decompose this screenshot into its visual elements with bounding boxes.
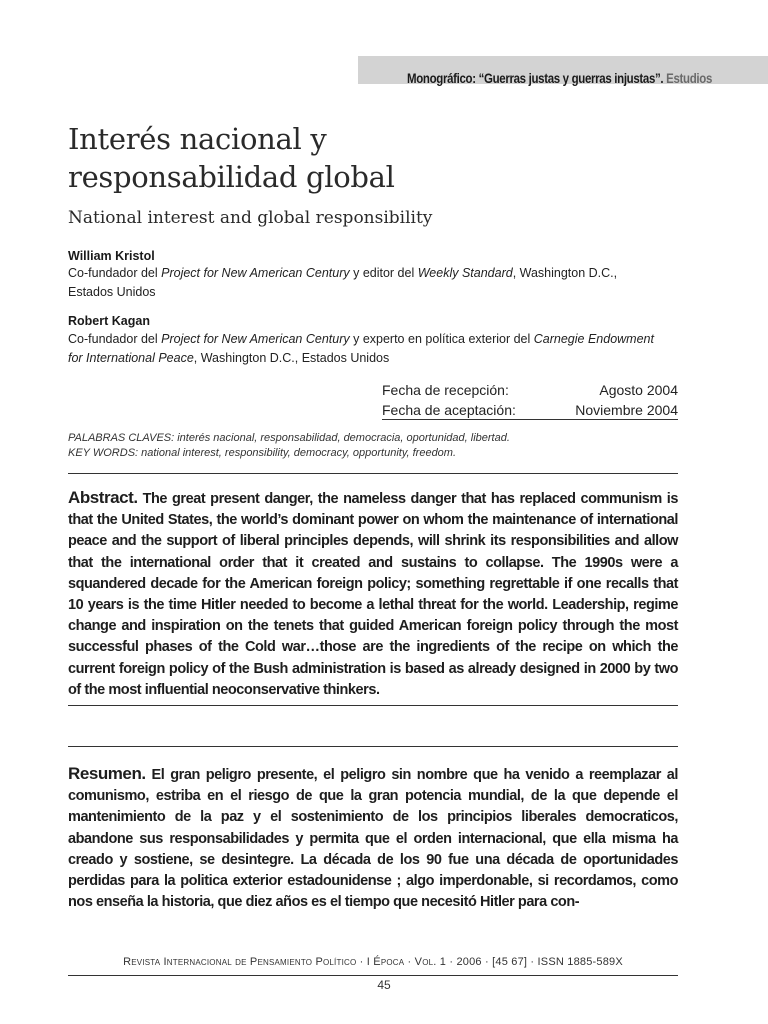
dates-rule: [382, 419, 678, 420]
resumen-lead: Resumen.: [68, 764, 146, 783]
received-value: Agosto 2004: [599, 382, 678, 398]
author-affiliation-2: [68, 330, 658, 368]
abstract-rule: [68, 705, 678, 706]
affil-text: , Washington D.C., Estados Unidos: [193, 351, 390, 365]
article-title-line1: Interés nacional y: [68, 122, 327, 156]
resumen-text: El gran peligro presente, el peligro sin nombre que ha venido a reemplazar al comunismo, estriba en el riesgo de que la gran potencia mundial, de la que depende el mantenimiento de la paz y el sostenimiento de los principios liberales democraticos, abandone sus responsabilidades y permita que el orden internacional, que ella misma ha creado y sostiene, se desintegre. La década de los 90 fue una década de oportunidades perdidas para la politica exterior estadounidense ; algo imperdonable, si recordamos, como nos enseña la historia, que diez años es el tiempo que necesitó Hitler para con-: [68, 767, 678, 911]
resumen: [68, 763, 678, 913]
affil-org: Project for New American Century: [161, 266, 350, 280]
author-name-2: Robert Kagan: [68, 314, 150, 328]
section-header-band: [358, 56, 768, 84]
keywords: [68, 431, 678, 461]
affil-org: Weekly Standard: [417, 266, 513, 280]
author-name-1: William Kristol: [68, 249, 155, 263]
abstract-lead: Abstract.: [68, 488, 138, 507]
accepted-value: Noviembre 2004: [575, 402, 678, 418]
affil-org: Project for New American Century: [161, 332, 350, 346]
keywords-en: KEY WORDS: national interest, responsibility, democracy, opportunity, freedom.: [68, 447, 457, 459]
section-header: [407, 70, 712, 86]
affil-text: Co-fundador del: [68, 332, 162, 346]
article-title-line2: responsabilidad global: [68, 160, 395, 194]
page-number: 45: [377, 978, 391, 992]
section-header-text: Monográfico: “Guerras justas y guerras injustas”.: [406, 70, 664, 86]
affil-text: , Washington D.C., Estados Unidos: [68, 266, 618, 299]
keywords-rule: [68, 473, 678, 474]
abstract-text: The great present danger, the nameless danger that has replaced communism is that the United States, the world’s dominant power on whom the maintenance of international peace and the support of liberal principles depends, will shrink its responsibilities and allow that the international order that it created and sustains to collapse. The 1990s were a squandered decade for the American foreign policy; something regrettable if one recalls that 10 years is the time Hitler needed to become a lethal threat for the world. Leadership, regime change and inspiration on the tenets that guided American foreign policy through the most successful phases of the Cold war…those are the ingredients of the recipe on which the current foreign policy of the Bush administration is based as already designed in 2000 by two of the most influential neoconservative thinkers.: [68, 491, 678, 698]
article-title: [68, 120, 668, 196]
affil-org: Carnegie Endowment for International Peace: [68, 332, 654, 365]
resumen-top-rule: [68, 746, 678, 747]
received-label: Fecha de recepción:: [382, 382, 509, 398]
footer-rule: [68, 975, 678, 976]
affil-text: Co-fundador del: [68, 266, 162, 280]
received-date-row: [382, 380, 678, 400]
affil-text: y experto en política exterior del: [349, 332, 534, 346]
journal-footer: Revista Internacional de Pensamiento Político · I Época · Vol. 1 · 2006 · [45 67] · ISSN 1885-589X: [123, 956, 623, 968]
article-subtitle: National interest and global responsibility: [68, 208, 433, 228]
submission-dates: [382, 380, 678, 420]
section-label: Estudios: [666, 70, 712, 86]
accepted-date-row: [382, 400, 678, 420]
keywords-es: PALABRAS CLAVES: interés nacional, responsabilidad, democracia, oportunidad, libertad.: [68, 432, 510, 444]
abstract: [68, 487, 678, 701]
affil-text: y editor del: [349, 266, 418, 280]
author-affiliation-1: [68, 264, 658, 302]
accepted-label: Fecha de aceptación:: [382, 402, 516, 418]
